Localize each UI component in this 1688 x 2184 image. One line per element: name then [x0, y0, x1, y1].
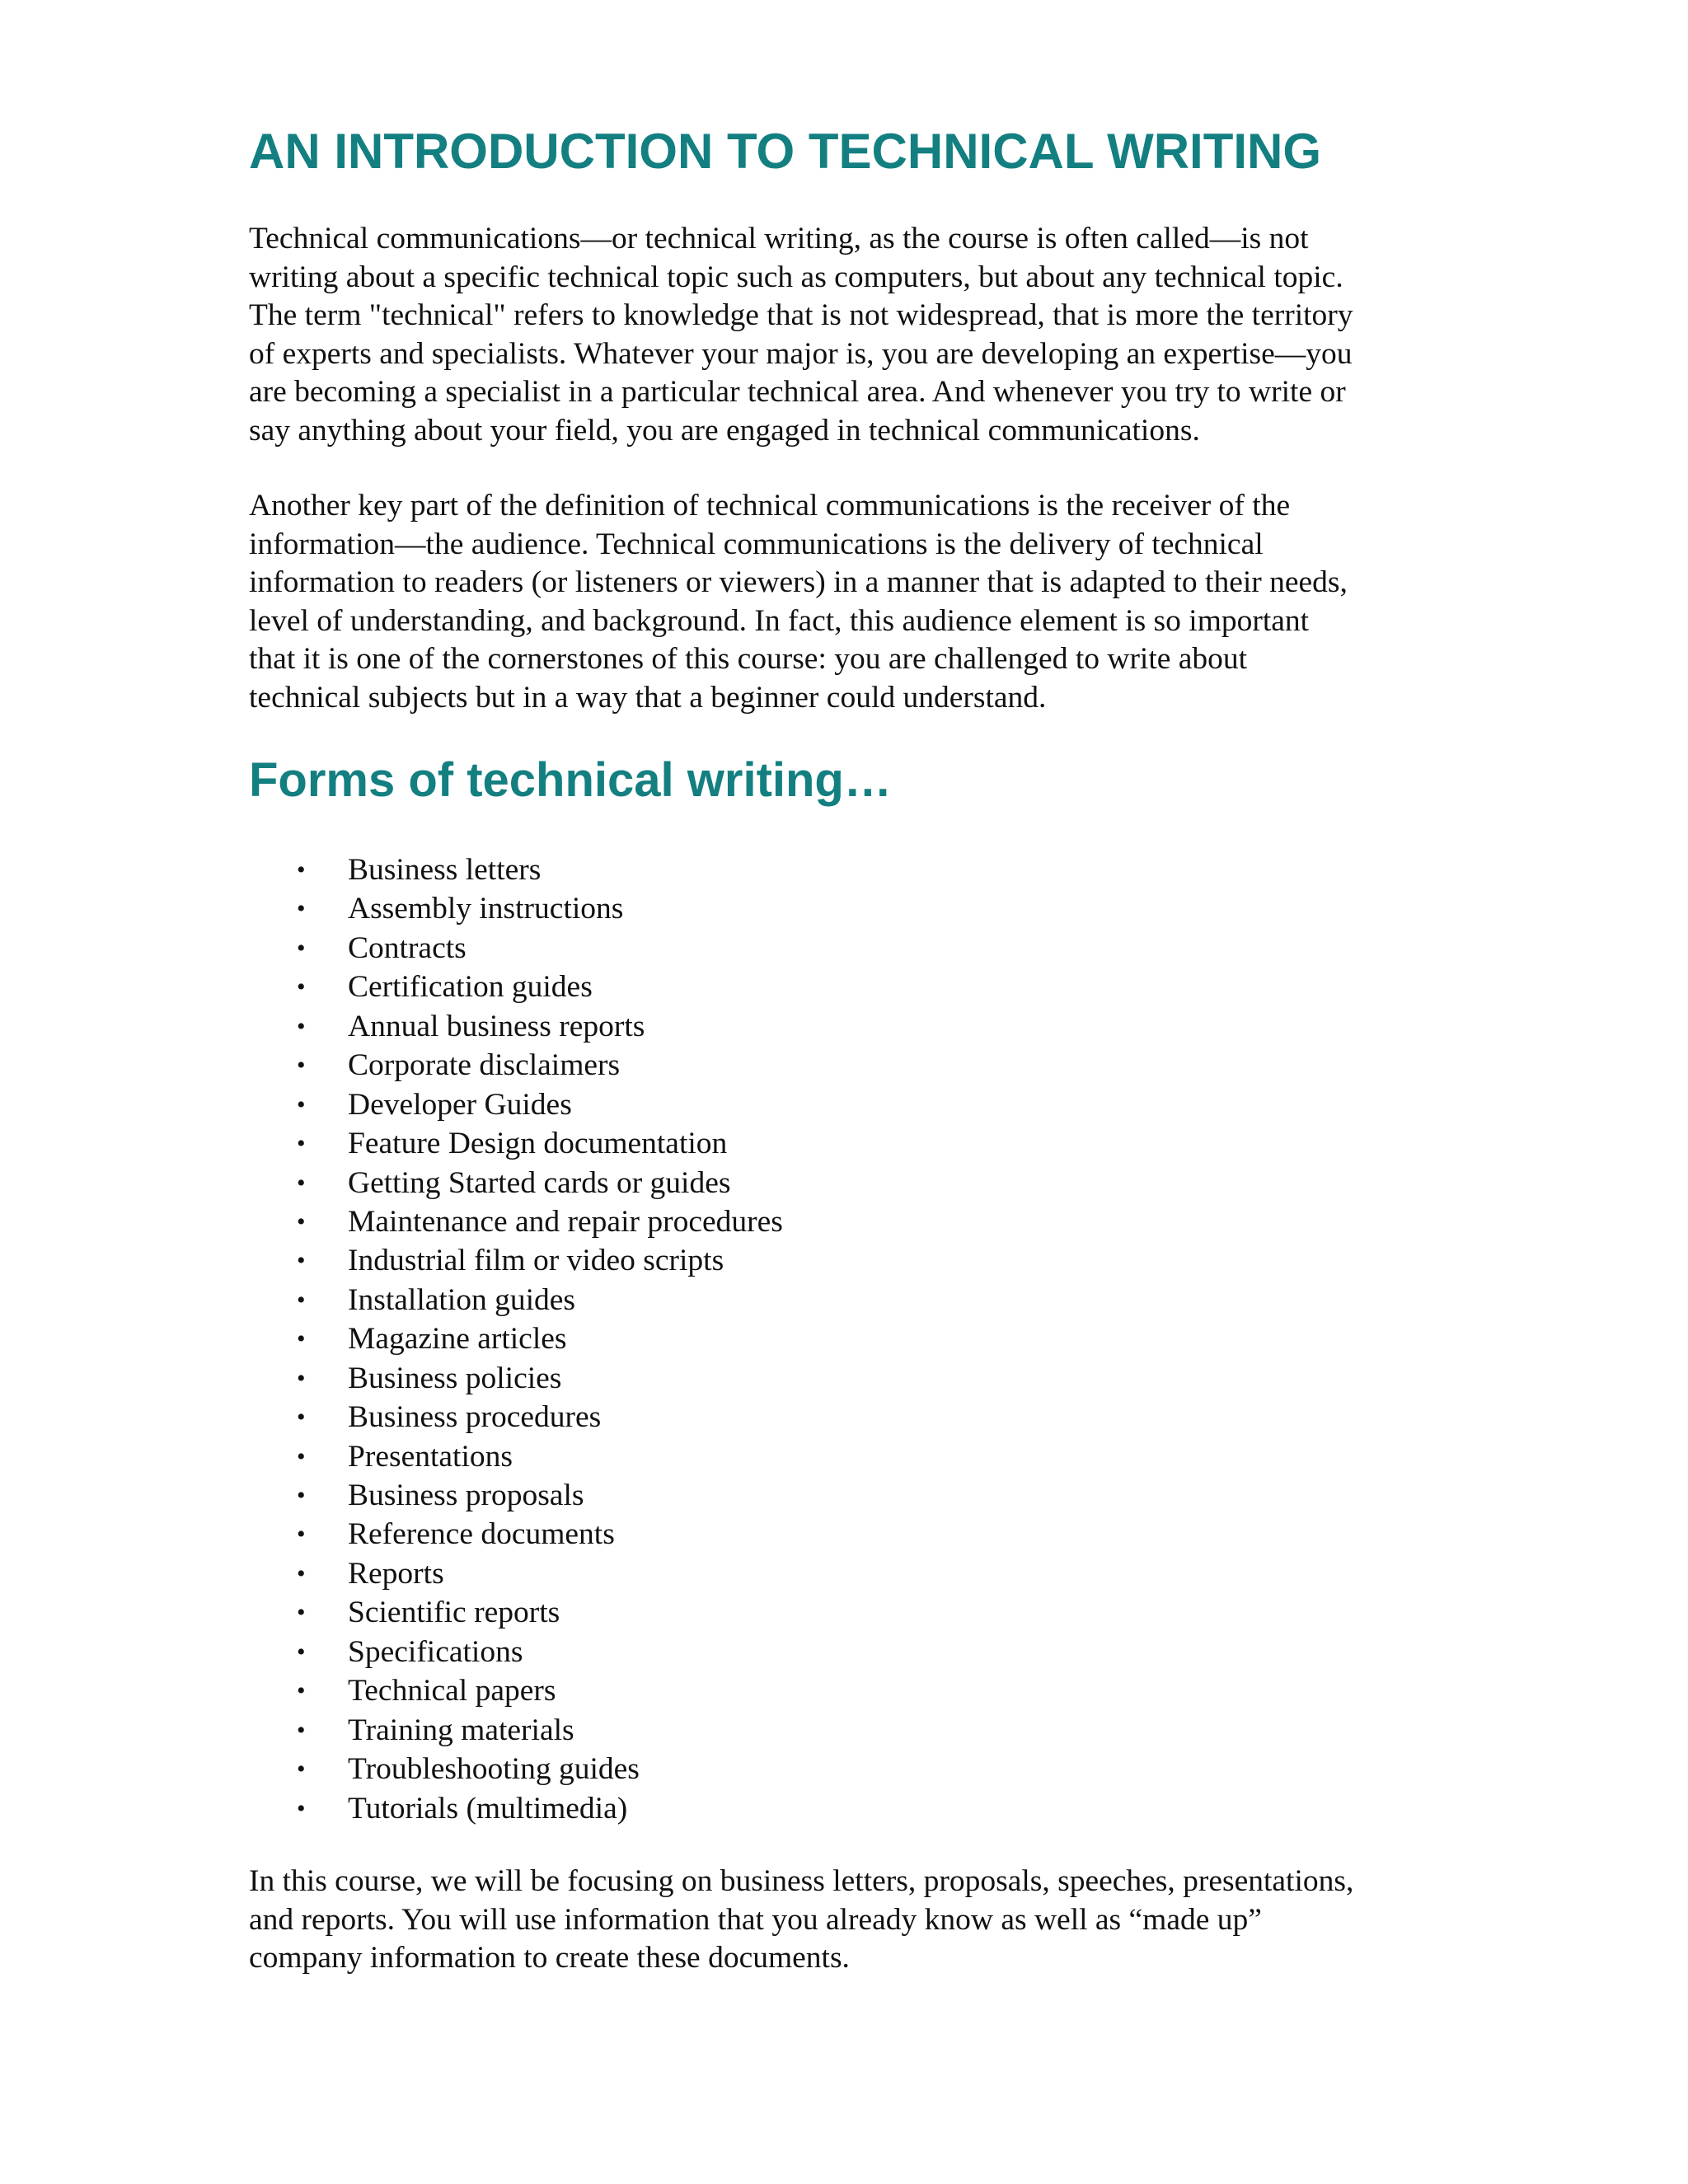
- closing-paragraph: [249, 1863, 1469, 1978]
- paragraph-line: In this course, we will be focusing on business letters, proposals, speeches, presentations,: [249, 1864, 1354, 1898]
- paragraph-line: level of understanding, and background. In fact, this audience element is so important: [249, 603, 1310, 638]
- paragraph-line: and reports. You will use information that you already know as well as “made up”: [249, 1902, 1262, 1937]
- list-item-text: Presentations: [348, 1439, 513, 1474]
- list-item-text: Troubleshooting guides: [348, 1752, 640, 1787]
- bullet-icon: •: [297, 1325, 306, 1353]
- bullet-icon: •: [297, 1599, 306, 1627]
- list-item-text: Business letters: [348, 853, 542, 887]
- bullet-icon: •: [297, 856, 306, 883]
- list-item-text: Reference documents: [348, 1517, 615, 1552]
- paragraph-line: of experts and specialists. Whatever your major is, you are developing an expertise—you: [249, 336, 1353, 371]
- bullet-icon: •: [297, 1364, 306, 1392]
- paragraph-line: are becoming a specialist in a particular technical area. And whenever you try to write or: [249, 375, 1346, 409]
- list-item-text: Tutorials (multimedia): [348, 1791, 628, 1825]
- list-item-text: Assembly instructions: [348, 892, 624, 926]
- list-item-text: Corporate disclaimers: [348, 1048, 621, 1083]
- list-item-text: Feature Design documentation: [348, 1127, 728, 1161]
- list-item-text: Business proposals: [348, 1479, 584, 1512]
- bullet-icon: •: [297, 1442, 306, 1470]
- audience-paragraph: [249, 487, 1469, 717]
- paragraph-line: information to readers (or listeners or viewers) in a manner that is adapted to their needs,: [249, 565, 1348, 599]
- bullet-icon: •: [297, 1052, 306, 1080]
- bullet-icon: •: [297, 934, 306, 962]
- paragraph-line: company information to create these documents.: [249, 1941, 850, 1975]
- list-item-text: Installation guides: [348, 1282, 575, 1317]
- list-item-text: Business procedures: [348, 1400, 602, 1435]
- list-item-text: Business policies: [348, 1361, 562, 1395]
- list-item-text: Industrial film or video scripts: [348, 1244, 724, 1278]
- paragraph-line: Another key part of the definition of technical communications is the receiver of the: [249, 489, 1291, 523]
- list-item-text: Reports: [348, 1556, 444, 1591]
- paragraph-line: The term "technical" refers to knowledge that is not widespread, that is more the territory: [249, 298, 1353, 332]
- bullet-icon: •: [297, 1716, 306, 1744]
- bullet-icon: •: [297, 1130, 306, 1158]
- paragraph-line: Technical communications—or technical writing, as the course is often called—is not: [249, 222, 1309, 255]
- bullet-icon: •: [297, 1286, 306, 1314]
- bullet-icon: •: [297, 895, 306, 923]
- list-item-text: Technical papers: [348, 1674, 556, 1708]
- bullet-icon: •: [297, 973, 306, 1001]
- bullet-icon: •: [297, 1755, 306, 1783]
- list-item-text: Training materials: [348, 1713, 574, 1747]
- paragraph-line: writing about a specific technical topic such as computers, but about any technical topic.: [249, 260, 1343, 294]
- list-item-text: Specifications: [348, 1634, 523, 1669]
- list-item-text: Developer Guides: [348, 1087, 572, 1122]
- bullet-icon: •: [297, 1677, 306, 1705]
- list-item-text: Certification guides: [348, 970, 593, 1005]
- bullet-icon: •: [297, 1559, 306, 1587]
- paragraph-line: say anything about your field, you are engaged in technical communications.: [249, 413, 1200, 448]
- list-item-text: Scientific reports: [348, 1596, 560, 1630]
- paragraph-line: information—the audience. Technical communications is the delivery of technical: [249, 527, 1264, 561]
- bullet-icon: •: [297, 1794, 306, 1822]
- bullet-icon: •: [297, 1012, 306, 1040]
- forms-section-heading: Forms of technical writing…: [249, 753, 892, 807]
- bullet-icon: •: [297, 1090, 306, 1118]
- bullet-icon: •: [297, 1521, 306, 1549]
- list-item-text: Annual business reports: [348, 1009, 645, 1043]
- bullet-icon: •: [297, 1482, 306, 1509]
- bullet-icon: •: [297, 1404, 306, 1432]
- bullet-icon: •: [297, 1207, 306, 1235]
- intro-paragraph: [249, 220, 1469, 450]
- paragraph-line: technical subjects but in a way that a beginner could understand.: [249, 680, 1047, 715]
- list-item-text: Getting Started cards or guides: [348, 1165, 731, 1200]
- document-title: AN INTRODUCTION TO TECHNICAL WRITING: [249, 124, 1322, 179]
- bullet-icon: •: [297, 1169, 306, 1197]
- list-item-text: Magazine articles: [348, 1322, 567, 1357]
- bullet-icon: •: [297, 1247, 306, 1275]
- list-item-text: Maintenance and repair procedures: [348, 1204, 783, 1239]
- bullet-icon: •: [297, 1638, 306, 1666]
- paragraph-line: that it is one of the cornerstones of this course: you are challenged to write about: [249, 642, 1248, 676]
- list-item-text: Contracts: [348, 930, 467, 965]
